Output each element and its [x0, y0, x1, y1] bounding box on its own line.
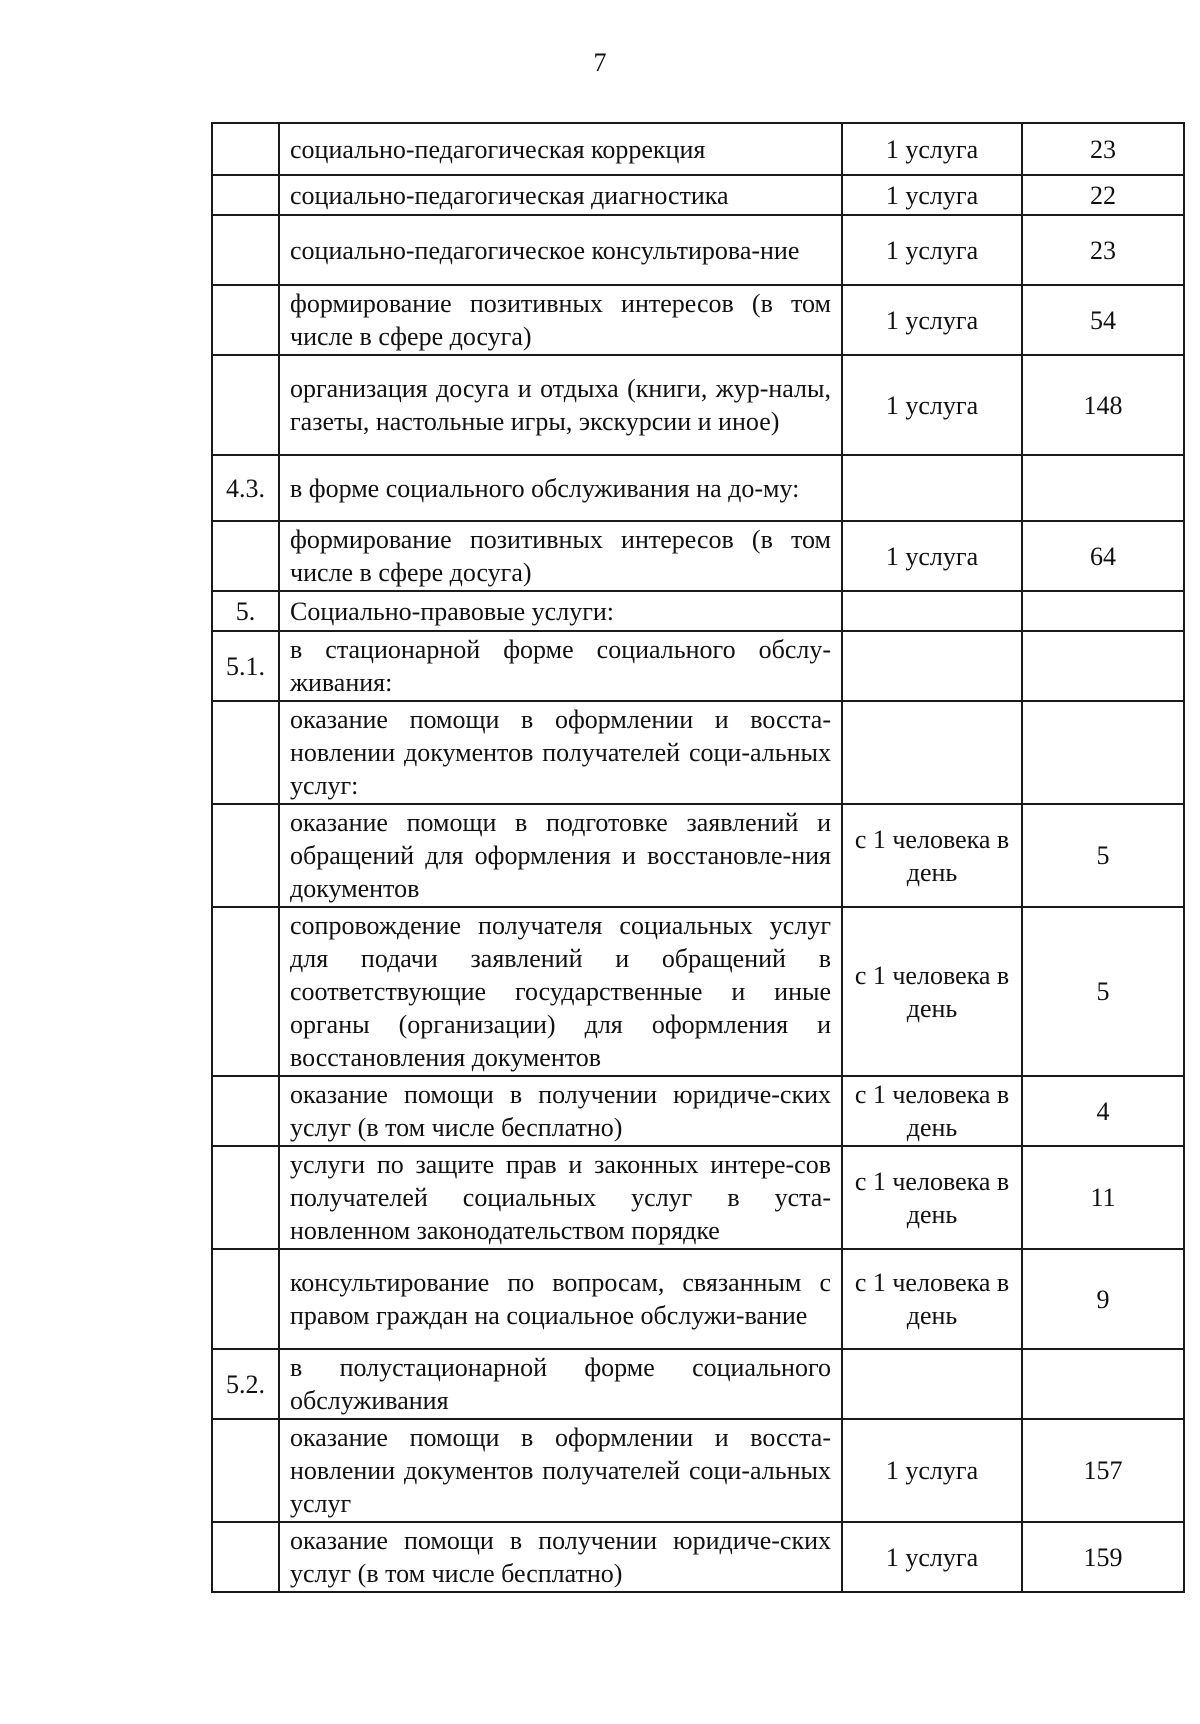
- unit-of-measure: 1 услуга: [842, 1419, 1022, 1522]
- table-row: [212, 1419, 1184, 1522]
- service-description: социально-педагогическая коррекция: [279, 123, 842, 175]
- service-description: консультирование по вопросам, связанным с правом граждан на социальное обслужи-вание: [279, 1249, 842, 1349]
- service-description: сопровождение получателя социальных услуг для подачи заявлений и обращений в соответствующие государственные и иные органы (организации) для оформления и восстановления документов: [279, 907, 842, 1076]
- service-description: в форме социального обслуживания на до-му:: [279, 455, 842, 521]
- unit-of-measure: [842, 631, 1022, 701]
- table-row: [212, 215, 1184, 285]
- unit-of-measure: 1 услуга: [842, 175, 1022, 215]
- row-number: [212, 804, 279, 907]
- tariff-value: 157: [1022, 1419, 1184, 1522]
- table-row: [212, 804, 1184, 907]
- table-row: [212, 175, 1184, 215]
- row-number: [212, 1076, 279, 1146]
- unit-of-measure: с 1 человека в день: [842, 1076, 1022, 1146]
- row-number: [212, 907, 279, 1076]
- table-row: [212, 455, 1184, 521]
- tariff-value: 22: [1022, 175, 1184, 215]
- unit-of-measure: [842, 701, 1022, 804]
- row-number: 5.1.: [212, 631, 279, 701]
- service-description: оказание помощи в получении юридиче-ских услуг (в том числе бесплатно): [279, 1522, 842, 1592]
- service-description: в стационарной форме социального обслу-живания:: [279, 631, 842, 701]
- table-row: [212, 701, 1184, 804]
- service-description: в полустационарной форме социального обслуживания: [279, 1349, 842, 1419]
- row-number: [212, 701, 279, 804]
- tariff-value: 4: [1022, 1076, 1184, 1146]
- row-number: [212, 215, 279, 285]
- unit-of-measure: с 1 человека в день: [842, 1146, 1022, 1249]
- table-row: [212, 1146, 1184, 1249]
- tariff-value: [1022, 1349, 1184, 1419]
- service-description: социально-педагогическая диагностика: [279, 175, 842, 215]
- unit-of-measure: 1 услуга: [842, 1522, 1022, 1592]
- tariff-value: 64: [1022, 521, 1184, 591]
- row-number: [212, 1419, 279, 1522]
- tariff-value: 23: [1022, 215, 1184, 285]
- service-description: организация досуга и отдыха (книги, жур-налы, газеты, настольные игры, экскурсии и иное): [279, 355, 842, 455]
- table-row: [212, 355, 1184, 455]
- row-number: [212, 285, 279, 355]
- row-number: [212, 123, 279, 175]
- tariff-value: [1022, 701, 1184, 804]
- tariff-value: 5: [1022, 907, 1184, 1076]
- unit-of-measure: 1 услуга: [842, 285, 1022, 355]
- unit-of-measure: с 1 человека в день: [842, 1249, 1022, 1349]
- tariff-value: 11: [1022, 1146, 1184, 1249]
- row-number: [212, 1249, 279, 1349]
- row-number: [212, 1146, 279, 1249]
- unit-of-measure: с 1 человека в день: [842, 804, 1022, 907]
- tariff-value: 148: [1022, 355, 1184, 455]
- row-number: 4.3.: [212, 455, 279, 521]
- row-number: 5.2.: [212, 1349, 279, 1419]
- table-row: [212, 631, 1184, 701]
- unit-of-measure: 1 услуга: [842, 123, 1022, 175]
- row-number: [212, 1522, 279, 1592]
- service-description: социально-педагогическое консультирова-ние: [279, 215, 842, 285]
- table-row: [212, 907, 1184, 1076]
- tariff-value: 5: [1022, 804, 1184, 907]
- service-description: формирование позитивных интересов (в том числе в сфере досуга): [279, 521, 842, 591]
- tariff-value: 159: [1022, 1522, 1184, 1592]
- tariff-value: [1022, 455, 1184, 521]
- unit-of-measure: [842, 591, 1022, 631]
- table-row: [212, 285, 1184, 355]
- service-description: оказание помощи в подготовке заявлений и обращений для оформления и восстановле-ния документов: [279, 804, 842, 907]
- unit-of-measure: 1 услуга: [842, 215, 1022, 285]
- tariff-value: [1022, 631, 1184, 701]
- services-table: [211, 122, 1185, 1593]
- tariff-value: [1022, 591, 1184, 631]
- table-row: [212, 1522, 1184, 1592]
- service-description: услуги по защите прав и законных интере-сов получателей социальных услуг в уста-новленном законодательством порядке: [279, 1146, 842, 1249]
- table-row: [212, 123, 1184, 175]
- row-number: [212, 521, 279, 591]
- service-description: формирование позитивных интересов (в том числе в сфере досуга): [279, 285, 842, 355]
- service-description: оказание помощи в оформлении и восста-новлении документов получателей соци-альных услуг:: [279, 701, 842, 804]
- table-row: [212, 591, 1184, 631]
- service-description: Социально-правовые услуги:: [279, 591, 842, 631]
- service-description: оказание помощи в получении юридиче-ских услуг (в том числе бесплатно): [279, 1076, 842, 1146]
- row-number: 5.: [212, 591, 279, 631]
- table-row: [212, 1076, 1184, 1146]
- row-number: [212, 175, 279, 215]
- unit-of-measure: [842, 455, 1022, 521]
- tariff-value: 9: [1022, 1249, 1184, 1349]
- unit-of-measure: 1 услуга: [842, 521, 1022, 591]
- table-row: [212, 1349, 1184, 1419]
- unit-of-measure: [842, 1349, 1022, 1419]
- unit-of-measure: 1 услуга: [842, 355, 1022, 455]
- service-description: оказание помощи в оформлении и восста-новлении документов получателей соци-альных услуг: [279, 1419, 842, 1522]
- table-row: [212, 1249, 1184, 1349]
- page-number: 7: [593, 48, 607, 77]
- row-number: [212, 355, 279, 455]
- table-body: [212, 123, 1184, 1592]
- table-row: [212, 521, 1184, 591]
- tariff-value: 23: [1022, 123, 1184, 175]
- unit-of-measure: с 1 человека в день: [842, 907, 1022, 1076]
- tariff-value: 54: [1022, 285, 1184, 355]
